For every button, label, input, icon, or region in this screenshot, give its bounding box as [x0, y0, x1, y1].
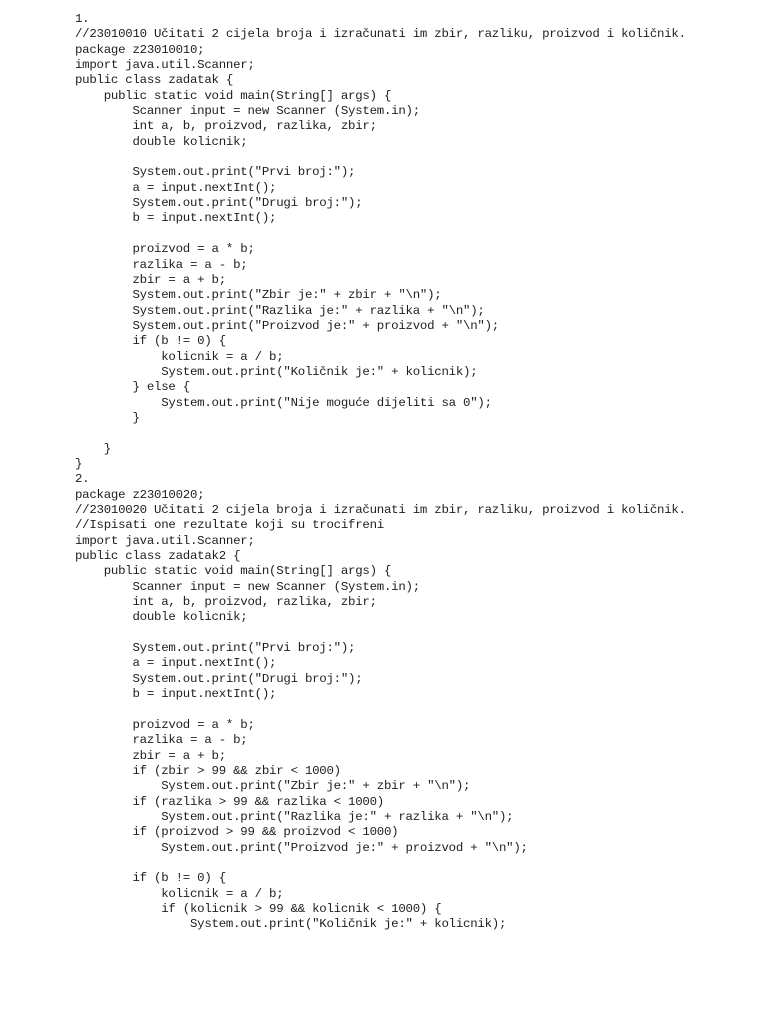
code-document: [75, 12, 755, 933]
code-line: kolicnik = a / b;: [75, 886, 284, 901]
code-line: if (b != 0) {: [75, 871, 226, 886]
code-line: System.out.print("Prvi broj:");: [75, 641, 356, 656]
code-line: double kolicnik;: [75, 610, 248, 625]
code-line: a = input.nextInt();: [75, 656, 277, 671]
code-line: if (zbir > 99 && zbir < 1000): [75, 763, 341, 778]
code-line: zbir = a + b;: [75, 748, 226, 763]
code-line: System.out.print("Količnik je:" + kolicnik);: [75, 364, 478, 379]
code-line: proizvod = a * b;: [75, 242, 255, 257]
code-line: a = input.nextInt();: [75, 180, 277, 195]
code-line: System.out.print("Razlika je:" + razlika + "\n");: [75, 303, 485, 318]
code-line: 2.: [75, 472, 90, 487]
code-line: } else {: [75, 380, 190, 395]
code-line: System.out.print("Prvi broj:");: [75, 165, 356, 180]
code-line: Scanner input = new Scanner (System.in);: [75, 104, 420, 119]
code-line: razlika = a - b;: [75, 733, 248, 748]
code-line: //23010010 Učitati 2 cijela broja i izračunati im zbir, razliku, proizvod i količnik.: [75, 27, 686, 42]
code-line: System.out.print("Proizvod je:" + proizvod + "\n");: [75, 840, 528, 855]
code-line: public static void main(String[] args) {: [75, 564, 392, 579]
code-line: int a, b, proizvod, razlika, zbir;: [75, 119, 377, 134]
code-line: [75, 426, 755, 441]
code-line: b = input.nextInt();: [75, 211, 277, 226]
code-line: zbir = a + b;: [75, 272, 226, 287]
code-line: System.out.print("Zbir je:" + zbir + "\n");: [75, 779, 471, 794]
code-line: System.out.print("Razlika je:" + razlika + "\n");: [75, 809, 514, 824]
code-line: double kolicnik;: [75, 134, 248, 149]
code-line: public static void main(String[] args) {: [75, 88, 392, 103]
code-line: import java.util.Scanner;: [75, 533, 255, 548]
code-line: [75, 626, 755, 641]
code-line: System.out.print("Količnik je:" + kolicnik);: [75, 917, 507, 932]
code-line: }: [75, 441, 111, 456]
code-line: kolicnik = a / b;: [75, 349, 284, 364]
code-line: package z23010010;: [75, 42, 205, 57]
code-line: [75, 227, 755, 242]
code-line: System.out.print("Zbir je:" + zbir + "\n");: [75, 288, 442, 303]
code-line: int a, b, proizvod, razlika, zbir;: [75, 595, 377, 610]
code-line: proizvod = a * b;: [75, 717, 255, 732]
code-line: b = input.nextInt();: [75, 687, 277, 702]
code-line: //23010020 Učitati 2 cijela broja i izračunati im zbir, razliku, proizvod i količnik.: [75, 503, 686, 517]
code-line: package z23010020;: [75, 487, 205, 502]
code-line: [75, 702, 755, 717]
code-line: 1.: [75, 12, 90, 26]
code-line: System.out.print("Proizvod je:" + proizvod + "\n");: [75, 318, 499, 333]
code-line: public class zadatak {: [75, 73, 234, 88]
code-line: System.out.print("Drugi broj:");: [75, 671, 363, 686]
code-line: //Ispisati one rezultate koji su trocifreni: [75, 518, 384, 533]
code-line: if (b != 0) {: [75, 334, 226, 349]
code-line: if (kolicnik > 99 && kolicnik < 1000) {: [75, 901, 442, 916]
code-line: Scanner input = new Scanner (System.in);: [75, 579, 420, 594]
code-line: if (proizvod > 99 && proizvod < 1000): [75, 825, 399, 840]
code-line: [75, 150, 755, 165]
code-line: if (razlika > 99 && razlika < 1000): [75, 794, 384, 809]
code-line: System.out.print("Nije moguće dijeliti sa 0");: [75, 395, 492, 410]
code-line: public class zadatak2 {: [75, 549, 241, 564]
code-line: import java.util.Scanner;: [75, 58, 255, 73]
code-line: [75, 856, 755, 871]
code-line: }: [75, 410, 140, 425]
code-line: System.out.print("Drugi broj:");: [75, 196, 363, 211]
code-line: }: [75, 456, 83, 471]
code-line: razlika = a - b;: [75, 257, 248, 272]
